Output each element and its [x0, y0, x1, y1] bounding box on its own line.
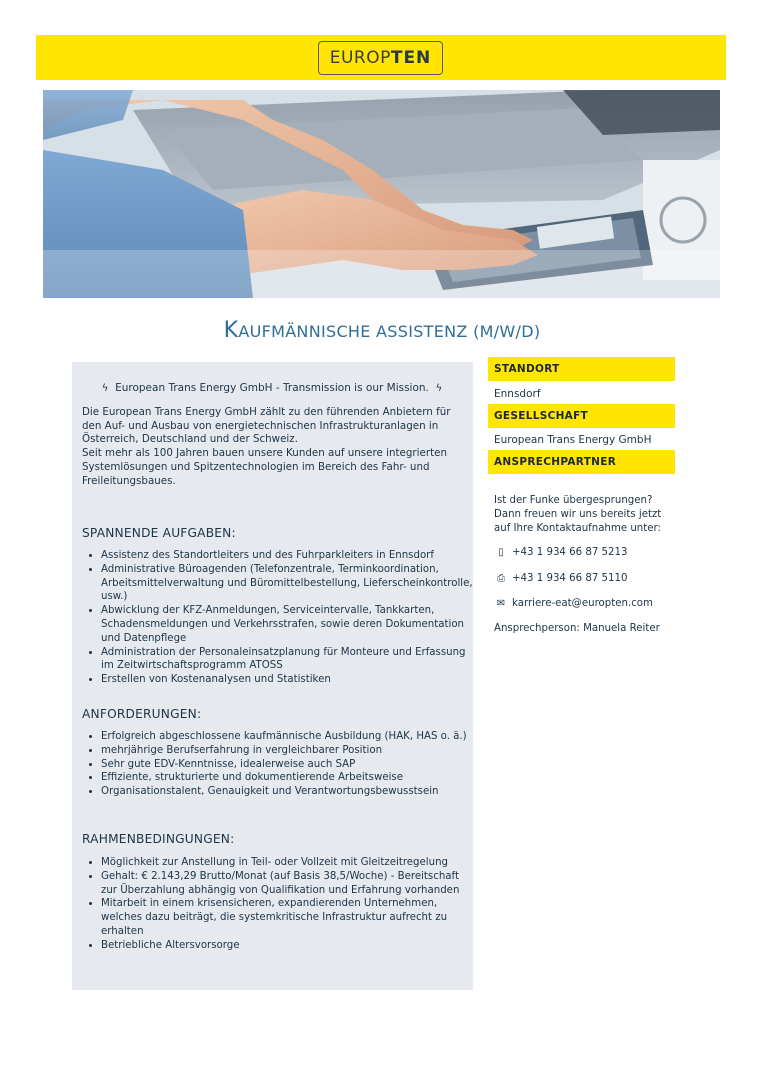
conditions-list — [82, 856, 473, 953]
europten-logo: EUROP TEN — [318, 41, 443, 75]
list-item: • Betriebliche Altersvorsorge — [101, 939, 473, 953]
standort-value: Ennsdorf — [494, 388, 541, 400]
email-link[interactable]: ✉ karriere-eat@europten.com — [494, 598, 653, 609]
list-item: • Assistenz des Standortleiters und des Fuhrparkleiters in Ennsdorf — [101, 549, 473, 563]
gesellschaft-label: GESELLSCHAFT — [488, 404, 675, 428]
list-item: • mehrjährige Berufserfahrung in vergleichbarer Position — [101, 744, 473, 758]
standort-label: STANDORT — [488, 357, 675, 381]
company-intro: Die European Trans Energy GmbH zählt zu den führenden Anbietern für den Auf- und Ausbau von energietechnischen Infrastrukturanlagen in Österreich, Deutschland und der Schweiz. Seit mehr als 100 Jahren bauen unsere Kunden auf unsere integrierten Systemlösungen und Spitzentechnologien im Bereich des Fahr- und Freileitungsbaues. — [82, 406, 451, 487]
lightning-icon: ϟ — [101, 383, 109, 394]
mobile-phone-icon: ▯ — [498, 547, 504, 558]
gesellschaft-value: European Trans Energy GmbH — [494, 434, 652, 446]
list-item: • Erfolgreich abgeschlossene kaufmännische Ausbildung (HAK, HAS o. ä.) — [101, 730, 473, 744]
hero-image — [43, 90, 720, 298]
section-heading-tasks: SPANNENDE AUFGABEN: — [82, 526, 236, 540]
section-heading-conditions: RAHMENBEDINGUNGEN: — [82, 832, 235, 846]
fax-contact[interactable]: ⎙ +43 1 934 66 87 5110 — [494, 573, 627, 584]
list-item: • Gehalt: € 2.143,29 Brutto/Monat (auf Basis 38,5/Woche) - Bereitschaft zur Überzahlung abhängig von Qualifikation und Erfahrung vorhanden — [101, 870, 473, 898]
list-item: • Organisationstalent, Genauigkeit und Verantwortungsbewusstsein — [101, 785, 473, 799]
list-item: • Mitarbeit in einem krisensicheren, expandierenden Unternehmen, welches dazu beiträgt, die systemkritische Infrastruktur aufrecht zu erhalten — [101, 897, 473, 938]
envelope-icon: ✉ — [496, 598, 506, 609]
contact-invitation: Ist der Funke übergesprungen? Dann freuen wir uns bereits jetzt auf Ihre Kontaktaufnahme unter: — [494, 495, 662, 534]
job-description-panel — [72, 362, 473, 990]
list-item: • Sehr gute EDV-Kenntnisse, idealerweise auch SAP — [101, 758, 473, 772]
tasks-list — [82, 549, 473, 687]
phone-contact[interactable]: ▯ +43 1 934 66 87 5213 — [494, 547, 627, 558]
header-bar — [36, 35, 726, 80]
requirements-list — [82, 730, 473, 799]
mission-line: ϟ European Trans Energy GmbH - Transmission is our Mission. ϟ — [101, 382, 443, 394]
office-photo-illustration — [43, 90, 720, 298]
lightning-icon: ϟ — [435, 383, 443, 394]
ansprechpartner-label: ANSPRECHPARTNER — [488, 450, 675, 474]
list-item: • Erstellen von Kostenanalysen und Statistiken — [101, 673, 473, 687]
list-item: • Administration der Personaleinsatzplanung für Monteure und Erfassung im Zeitwirtschaftsprogramm ATOSS — [101, 646, 473, 674]
section-heading-requirements: ANFORDERUNGEN: — [82, 707, 202, 721]
list-item: • Abwicklung der KFZ-Anmeldungen, Serviceintervalle, Tankkarten, Schadensmeldungen und Verkehrsstrafen, sowie deren Dokumentation und Datenpflege — [101, 604, 473, 645]
fax-icon: ⎙ — [497, 573, 505, 584]
page-title: KAUFMÄNNISCHE ASSISTENZ (M/W/D) — [223, 318, 541, 343]
list-item: • Effiziente, strukturierte und dokumentierende Arbeitsweise — [101, 771, 473, 785]
list-item: • Administrative Büroagenden (Telefonzentrale, Terminkoordination, Arbeitsmittelverwaltung und Büromittelbestellung, Lieferscheinkontrolle, usw.) — [101, 563, 473, 604]
list-item: • Möglichkeit zur Anstellung in Teil- oder Vollzeit mit Gleitzeitregelung — [101, 856, 473, 870]
contact-person: Ansprechperson: Manuela Reiter — [494, 623, 660, 634]
